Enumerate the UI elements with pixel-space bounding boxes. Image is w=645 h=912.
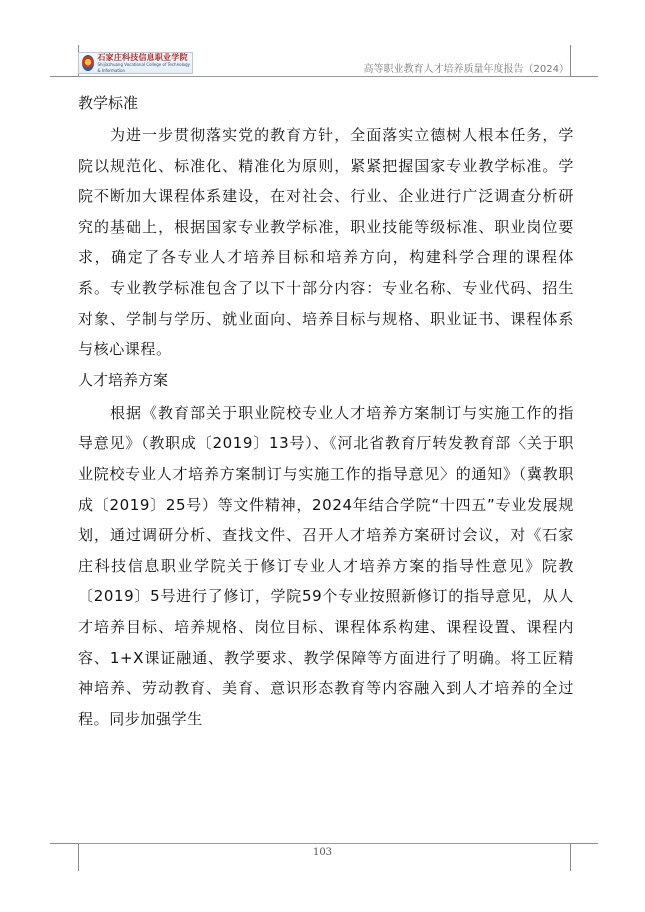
college-emblem-icon [82, 55, 94, 71]
section-heading-training-plan: 人才培养方案 [78, 370, 169, 389]
section-paragraph-teaching-standards: 为进一步贯彻落实党的教育方针，全面落实立德树人根本任务，学院以规范化、标准化、精准化为原则，紧紧把握国家专业教学标准。学院不断加大课程体系建设，在对社会、行业、企业进行广泛调查分析研究的基础上，根据国家专业教学标准，职业技能等级标准、职业岗位要求，确定了各专业人才培养目标和培养方向，构建科学合理的课程体系。专业教学标准包含了以下十部分内容：专业名称、专业代码、招生对象、学制与学历、就业面向、培养目标与规格、职业证书、课程体系与核心课程。 [78, 126, 574, 359]
crop-mark-bottom-right-h [570, 843, 598, 844]
college-logo [78, 52, 193, 74]
crop-mark-top-right-v [570, 45, 571, 76]
college-logo-name-en: Shijiazhuang Vocational College of Technology & Information [97, 62, 191, 73]
crop-mark-top-right-h [570, 76, 598, 77]
report-header-title: 高等职业教育人才培养质量年度报告（2024） [363, 64, 569, 75]
header-rule [78, 76, 570, 77]
page-content [78, 92, 574, 734]
page-number: 103 [312, 847, 333, 858]
crop-mark-top-left-h [50, 76, 78, 77]
footer-rule [78, 843, 570, 844]
college-logo-text [97, 52, 192, 74]
college-logo-name-cn: 石家庄科技信息职业学院 [97, 52, 188, 62]
section-paragraph-training-plan: 根据《教育部关于职业院校专业人才培养方案制订与实施工作的指导意见》（教职成〔2019〕13号）、《河北省教育厅转发教育部〈关于职业院校专业人才培养方案制订与实施工作的指导意见〉的通知》（冀教职成〔2019〕25号）等文件精神，2024年结合学院“十四五”专业发展规划，通过调研分析、查找文件、召开人才培养方案研讨会议，对《石家庄科技信息职业学院关于修订专业人才培养方案的指导性意见》院教〔2019〕5号进行了修订，学院59个专业按照新修订的指导意见，从人才培养目标、培养规格、岗位目标、课程体系构建、课程设置、课程内容、1+X课证融通、教学要求、教学保障等方面进行了明确。将工匠精神培养、劳动教育、美育、意识形态教育等内容融入到人才培养的全过程。同步加强学生 [78, 403, 574, 728]
crop-mark-bottom-left-h [50, 843, 78, 844]
section-heading-teaching-standards: 教学标准 [78, 94, 139, 112]
